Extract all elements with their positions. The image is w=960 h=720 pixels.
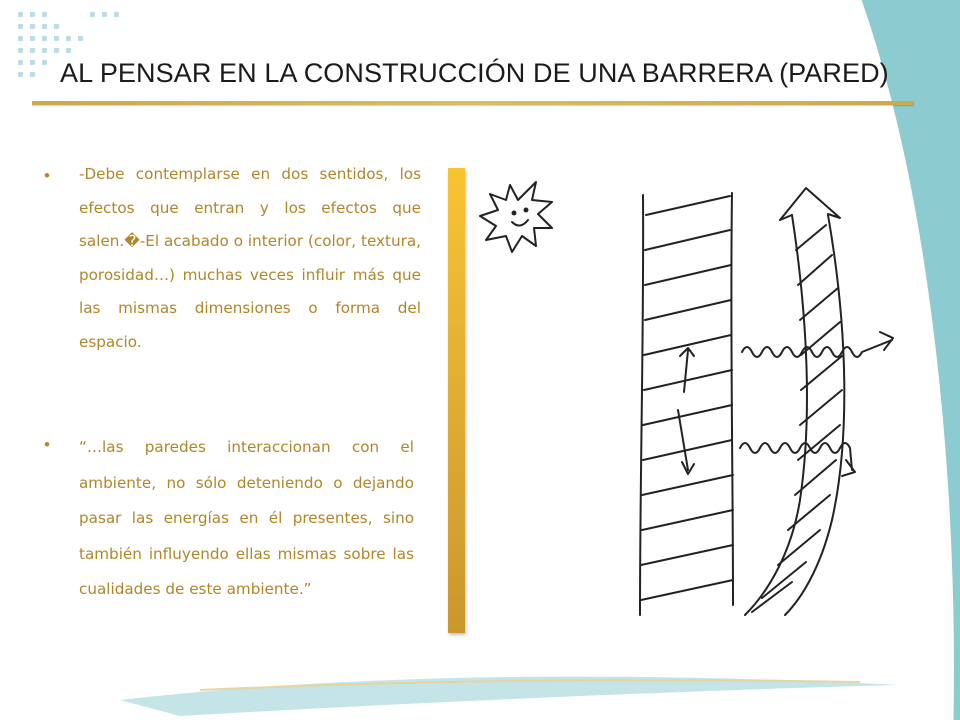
vertical-divider-bar	[448, 168, 465, 633]
bullet-text-2: “…las paredes interaccionan con el ambiente, no sólo deteniendo o dejando pasar las energías en él presentes, sino también influyendo ellas mismas sobre las cualidades de este ambiente.”	[79, 438, 414, 598]
bullet-text-1: -Debe contemplarse en dos sentidos, los efectos que entran y los efectos que salen.�-El acabado o interior (color, textura, porosidad…) muchas veces influir más que las mismas dimensiones o forma del espacio.	[79, 165, 421, 351]
slide-title: AL PENSAR EN LA CONSTRUCCIÓN DE UNA BARRERA (PARED)	[60, 58, 889, 88]
decorative-bottom-wave	[0, 630, 960, 720]
hatched-wall-illustration	[640, 188, 893, 615]
wall-sketch-illustration	[470, 158, 920, 628]
bullet-marker: •	[44, 435, 50, 454]
title-underline	[32, 101, 914, 105]
sun-sketch-icon	[480, 182, 552, 252]
bullet-marker: •	[44, 166, 50, 185]
